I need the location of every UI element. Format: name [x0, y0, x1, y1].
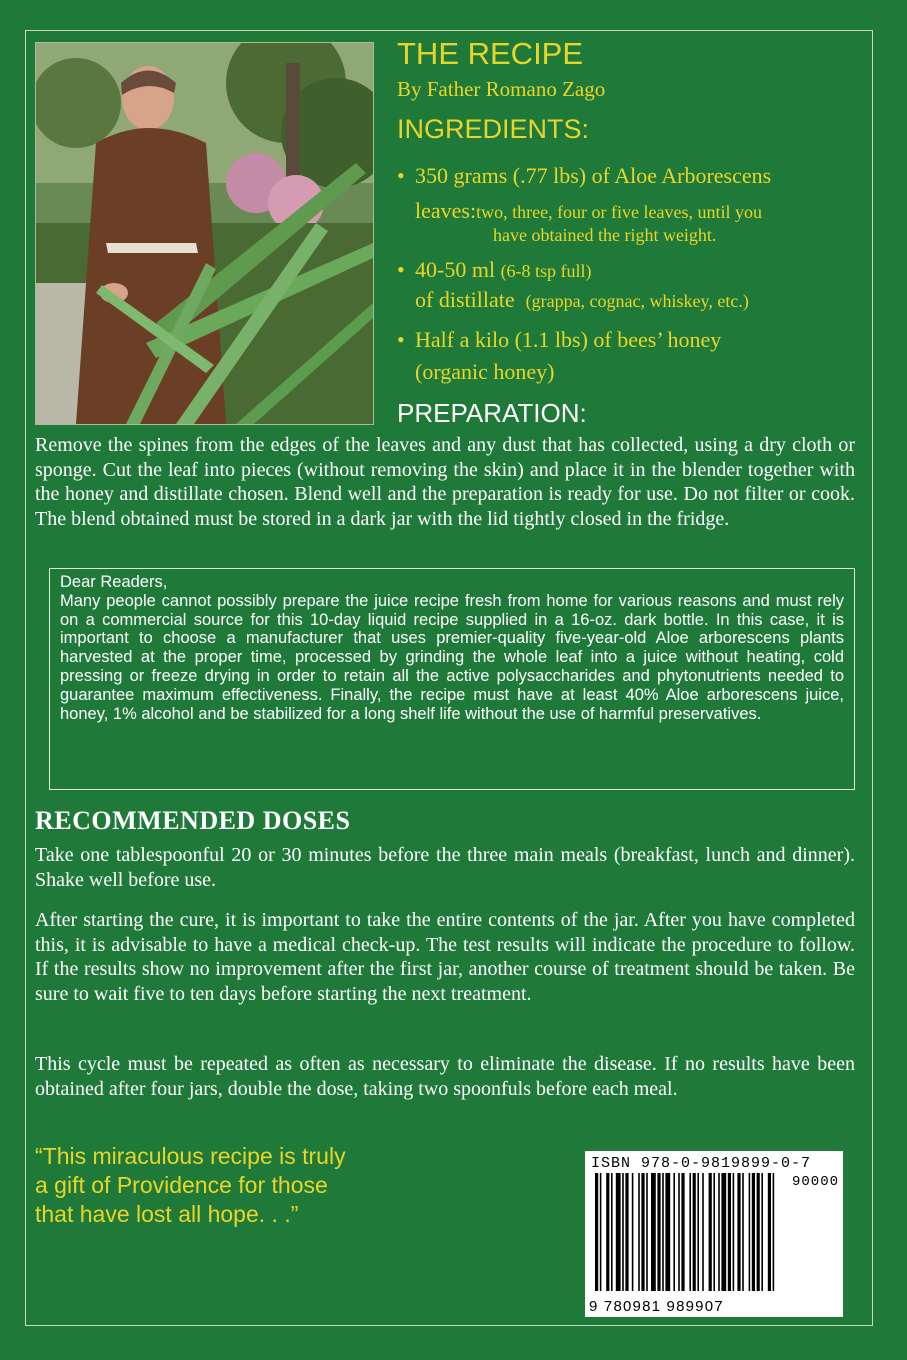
preparation-heading: PREPARATION: [397, 398, 587, 428]
barcode-bar [713, 1173, 715, 1291]
readers-greeting: Dear Readers, [60, 573, 168, 591]
barcode-bar [606, 1173, 609, 1291]
doses-heading: RECOMMENDED DOSES [35, 806, 351, 835]
author-photo-illustration [36, 43, 373, 424]
barcode-bar [742, 1173, 744, 1291]
barcode-bar [662, 1173, 664, 1291]
ingredient-distillate-tsp: (6-8 tsp full) [500, 261, 592, 281]
barcode-bar [632, 1173, 634, 1291]
barcode-bar [757, 1173, 760, 1291]
quote-line-1: “This miraculous recipe is truly [35, 1143, 346, 1169]
price-code: 90000 [791, 1174, 839, 1190]
barcode-bar [709, 1173, 712, 1291]
barcode-bar [768, 1173, 771, 1291]
ingredients-heading: INGREDIENTS: [397, 114, 590, 144]
bullet-icon: • [397, 327, 405, 352]
barcode-bar [681, 1173, 684, 1291]
quote-line-3: that have lost all hope. . .” [35, 1201, 299, 1227]
barcode-bar [625, 1173, 628, 1291]
barcode-bar [733, 1173, 735, 1291]
ingredient-aloe-detail-b: have obtained the right weight. [493, 225, 717, 245]
recipe-title: THE RECIPE [397, 36, 584, 71]
barcode-bar [611, 1173, 613, 1291]
barcode-bar [616, 1173, 621, 1291]
isbn-number: ISBN 978-0-9819899-0-7 [591, 1155, 812, 1172]
bullet-icon: • [397, 257, 405, 282]
barcode-bar [761, 1173, 763, 1291]
ingredient-distillate-examples: (grappa, cognac, whiskey, etc.) [525, 291, 749, 311]
ingredient-distillate-amount: 40-50 ml [415, 257, 496, 282]
barcode-bar [600, 1173, 602, 1291]
barcode-bar [702, 1173, 704, 1291]
barcode-bar [665, 1173, 670, 1291]
barcode-bar [595, 1173, 598, 1291]
ingredient-aloe [397, 163, 771, 189]
doses-paragraph-2: After starting the cure, it is important to take the entire contents of the jar. After you have completed this, it is advisable to have a medical check-up. The test results will indicate the procedure to follow. If the results show no improvement after the first jar, another course of treatment should be taken. Be sure to wait five to ten days before starting the next treatment. [35, 909, 855, 1005]
barcode-bar [638, 1173, 640, 1291]
recipe-byline: By Father Romano Zago [397, 77, 606, 101]
barcode-bar [641, 1173, 644, 1291]
bullet-icon: • [397, 163, 405, 188]
ingredient-aloe-detail-a: two, three, four or five leaves, until you [476, 202, 763, 222]
barcode-bar [689, 1173, 691, 1291]
barcode-bar [773, 1173, 775, 1291]
barcode-bar [728, 1173, 731, 1291]
isbn-barcode [585, 1151, 843, 1317]
barcode-bars [595, 1173, 835, 1291]
ingredient-aloe-text: 350 grams (.77 lbs) of Aloe Arborescens [415, 163, 772, 188]
ingredient-honey-line2: (organic honey) [415, 359, 555, 384]
doses-paragraph-3: This cycle must be repeated as often as necessary to eliminate the disease. If no results have been obtained after four jars, double the dose, taking two spoonfuls before each meal. [35, 1053, 855, 1100]
ingredient-honey [397, 327, 721, 353]
doses-paragraph-1: Take one tablespoonful 20 or 30 minutes before the three main meals (breakfast, lunch and dinner). Shake well before use. [35, 844, 855, 891]
barcode-bar [721, 1173, 726, 1291]
readers-text: Many people cannot possibly prepare the juice recipe fresh from home for various reasons and must rely on a commercial source for this 10-day liquid recipe supplied in a 16-oz. dark bottle. In this case, it is important to choose a manufacturer that uses premier-quality five-year-old Aloe arborescens plants harvested at the proper time, processed by grinding the whole leaf into a juice without heating, cold pressing or freeze drying in order to retain all the active polysaccharides and phytonutrients needed to guarantee maximum effectiveness. Finally, the recipe must have at least 40% Aloe arborescens juice, honey, 1% alcohol and be stabilized for a long shelf life without the use of harmful preservatives. [60, 591, 844, 723]
barcode-bar [651, 1173, 656, 1291]
ean-number: 9 780981 989907 [589, 1298, 724, 1315]
barcode-bar [697, 1173, 699, 1291]
barcode-bar [678, 1173, 680, 1291]
barcode-bar [673, 1173, 675, 1291]
ingredient-distillate-line2 [415, 287, 749, 313]
ingredient-honey-text: Half a kilo (1.1 lbs) of bees’ honey [415, 327, 722, 352]
ingredient-aloe-line2 [415, 198, 762, 224]
barcode-bar [646, 1173, 648, 1291]
preparation-text: Remove the spines from the edges of the leaves and any dust that has collected, using a dry cloth or sponge. Cut the leaf into pieces (without removing the skin) and place it in the blender together with the honey and distillate chosen. Blend well and the preparation is ready for use. Do not filter or cook. The blend obtained must be stored in a dark jar with the lid tightly closed in the fridge. [35, 434, 855, 530]
barcode-bar [749, 1173, 751, 1291]
ingredient-distillate-text: of distillate [415, 287, 515, 312]
barcode-bar [622, 1173, 624, 1291]
barcode-bar [737, 1173, 740, 1291]
readers-notice-box [49, 568, 855, 790]
barcode-bar [752, 1173, 755, 1291]
author-photo [35, 42, 374, 425]
ingredient-distillate [397, 257, 592, 283]
barcode-bar [657, 1173, 660, 1291]
ingredient-aloe-leaves: leaves: [415, 198, 477, 223]
barcode-bar [693, 1173, 696, 1291]
quote-line-2: a gift of Providence for those [35, 1172, 328, 1198]
barcode-bar [718, 1173, 720, 1291]
